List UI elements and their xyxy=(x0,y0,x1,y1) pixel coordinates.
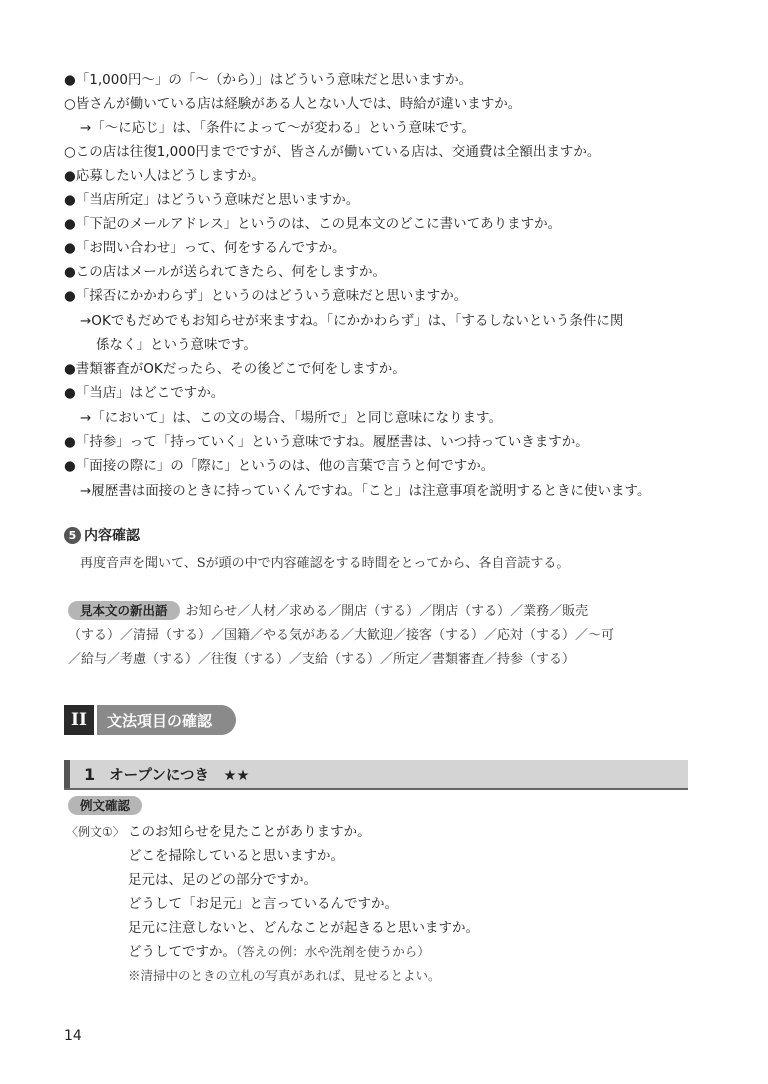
question-line-13: ●「面接の際に」の「際に」というのは、他の言葉で言うと何ですか。 xyxy=(64,458,495,474)
subsection-number: 1 xyxy=(84,764,96,784)
example-tag: 〈例文①〉 xyxy=(66,825,125,839)
chapter-header xyxy=(64,705,236,735)
section-number-badge: 5 xyxy=(64,527,81,544)
answer-line-1: →「〜に応じ」は、「条件によって〜が変わる」という意味です。 xyxy=(80,120,475,136)
question-line-1: ●「1,000円〜」の「〜（から）」はどういう意味だと思いますか。 xyxy=(64,72,473,88)
example-line-3: 足元は、足のどの部分ですか。 xyxy=(128,872,317,888)
example-label: 例文確認 xyxy=(68,796,142,815)
example-line-2: どこを掃除していると思いますか。 xyxy=(128,848,344,864)
page-number: 14 xyxy=(64,1028,82,1044)
example-question: どうしてですか。 xyxy=(128,944,236,960)
question-line-9: ●「採否にかかわらず」というのはどういう意味だと思いますか。 xyxy=(64,288,468,304)
section-heading xyxy=(64,524,140,546)
chapter-title: 文法項目の確認 xyxy=(97,705,236,735)
answer-line-3: →「において」は、この文の場合、「場所で」と同じ意味になります。 xyxy=(80,410,502,426)
answer-line-2: →OKでもだめでもお知らせが来ますね。「にかかわらず」は、「するしないという条件に関 xyxy=(80,313,624,329)
vocab-label: 見本文の新出語 xyxy=(68,601,180,620)
question-line-8: ●この店はメールが送られてきたら、何をしますか。 xyxy=(64,264,387,280)
answer-line-2-cont: 係なく」という意味です。 xyxy=(96,337,257,353)
example-line-5: 足元に注意しないと、どんなことが起きると思いますか。 xyxy=(128,920,479,936)
subsection-accent xyxy=(64,760,70,788)
answer-line-4: →履歴書は面接のときに持っていくんですね。「こと」は注意事項を説明するときに使います。 xyxy=(80,483,651,499)
vocab-text-1: お知らせ／人材／求める／開店（する）／閉店（する）／業務／販売 xyxy=(185,604,589,619)
chapter-numeral: II xyxy=(64,705,94,735)
answer-note: （答えの例：水や洗剤を使うから） xyxy=(236,944,430,959)
example-line-6 xyxy=(128,941,430,963)
example-line-1: このお知らせを見たことがありますか。 xyxy=(128,824,371,840)
question-line-12: ●「持参」って「持っていく」という意味ですね。履歴書は、いつ持っていきますか。 xyxy=(64,434,589,450)
vocab-line-1 xyxy=(68,600,588,624)
section-title: 内容確認 xyxy=(84,528,140,544)
question-line-5: ●「当店所定」はどういう意味だと思いますか。 xyxy=(64,192,360,208)
vocab-line-3: ／給与／考慮（する）／往復（する）／支給（する）／所定／書類審査／持参（する） xyxy=(68,652,576,667)
vocab-line-2: （する）／清掃（する）／国籍／やる気がある／大歓迎／接客（する）／応対（する）／〜可 xyxy=(68,628,615,643)
question-line-7: ●「お問い合わせ」って、何をするんですか。 xyxy=(64,240,346,256)
question-line-2: ○皆さんが働いている店は経験がある人とない人では、時給が違いますか。 xyxy=(64,96,522,112)
example-line-4: どうして「お足元」と言っているんですか。 xyxy=(128,896,398,912)
question-line-11: ●「当店」はどこですか。 xyxy=(64,385,225,401)
subsection-header xyxy=(64,760,688,790)
subsection-title: オープンにつき ★★ xyxy=(109,767,250,784)
question-line-10: ●書類審査がOKだったら、その後どこで何をしますか。 xyxy=(64,361,406,377)
section-instruction: 再度音声を聞いて、Sが頭の中で内容確認をする時間をとってから、各自音読する。 xyxy=(80,556,570,571)
question-line-6: ●「下記のメールアドレス」というのは、この見本文のどこに書いてありますか。 xyxy=(64,216,562,232)
question-line-4: ●応募したい人はどうしますか。 xyxy=(64,168,265,184)
example-remark: ※清掃中のときの立札の写真があれば、見せるとよい。 xyxy=(128,968,441,983)
question-line-3: ○この店は往復1,000円までですが、皆さんが働いている店は、交通費は全額出ますか。 xyxy=(64,144,601,160)
